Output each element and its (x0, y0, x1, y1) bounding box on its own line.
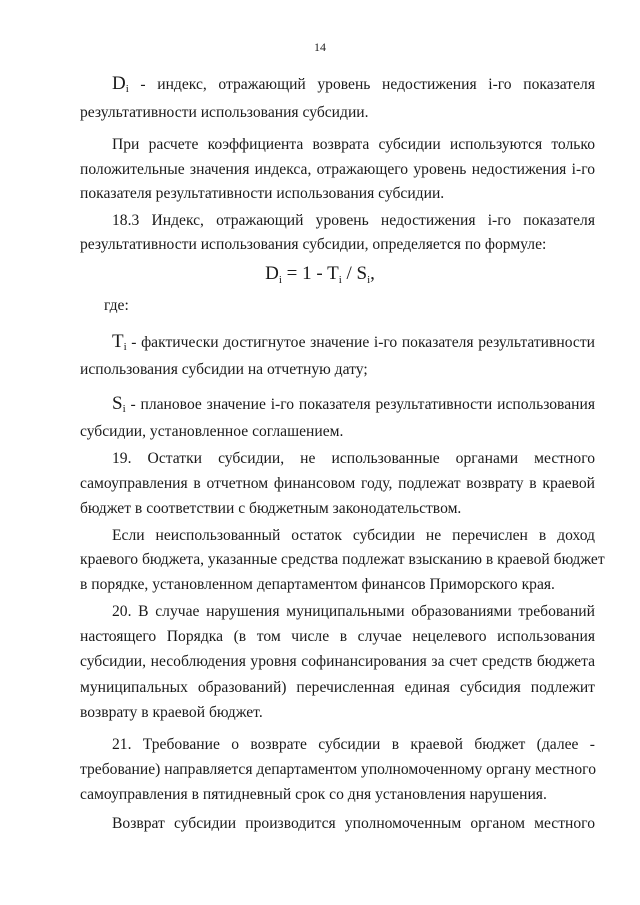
paragraph-line: показателя результативности использования субсидии. (80, 185, 445, 202)
paragraph-line: в порядке, установленном департаментом финансов Приморского края. (80, 576, 555, 593)
paragraph-line: самоуправления в пятидневный срок со дня установления нарушения. (80, 786, 547, 803)
paragraph-line: субсидии, установленное соглашением. (80, 423, 344, 440)
symbol-d: D (112, 73, 126, 94)
paragraph-line: требование) направляется департаментом уполномоченному органу местного (80, 761, 596, 778)
paragraph-line: краевого бюджета, указанные средства подлежат взысканию в краевой бюджет (80, 551, 605, 568)
line-text: - плановое значение i-го показателя результативности использования (125, 396, 595, 413)
formula-eq: = 1 - (281, 263, 328, 284)
paragraph-line: Если неиспользованный остаток субсидии не перечислен в доход (112, 527, 595, 544)
formula-slash: / (341, 263, 357, 284)
paragraph-line: субсидии, несоблюдения уровня софинансирования за счет средств бюджета (80, 653, 595, 670)
formula-sub-i: i (338, 274, 342, 286)
symbol-s: S (112, 393, 123, 414)
paragraph-line: бюджет в соответствии с бюджетным законодательством. (80, 500, 462, 517)
formula-sub-i: i (367, 274, 371, 286)
formula-s: S (356, 263, 368, 284)
paragraph-line: самоуправления в отчетном финансовом году, подлежат возврату в краевой (80, 475, 595, 492)
paragraph-line: 18.3 Индекс, отражающий уровень недостижения i-го показателя (112, 212, 595, 229)
definition-t (112, 333, 595, 353)
definition-d (112, 75, 595, 95)
page-number: 14 (314, 40, 326, 54)
paragraph-line: использования субсидии на отчетную дату; (80, 361, 368, 378)
paragraph-line: результативности использования субсидии, определяется по формуле: (80, 236, 547, 253)
paragraph-line: возврату в краевой бюджет. (80, 704, 263, 721)
paragraph-line: настоящего Порядка (в том числе в случае нецелевого использования (80, 628, 595, 645)
paragraph-line: где: (104, 297, 129, 314)
paragraph-line: муниципальных образований) перечисленная единая субсидия подлежит (80, 679, 595, 696)
paragraph-line: 20. В случае нарушения муниципальными образованиями требований (112, 603, 595, 620)
definition-s (112, 395, 595, 415)
line-text: - фактически достигнутое значение i-го показателя результативности (126, 334, 595, 351)
line-text: - индекс, отражающий уровень недостижения i-го показателя (140, 76, 595, 93)
paragraph-line: результативности использования субсидии. (80, 104, 369, 121)
formula-t: T (327, 263, 339, 284)
subscript-i: i (123, 341, 127, 353)
subscript-i: i (125, 83, 129, 95)
formula-d: D (265, 263, 279, 284)
subscript-i: i (122, 403, 126, 415)
symbol-t: T (112, 331, 124, 352)
paragraph-line: 19. Остатки субсидии, не использованные органами местного (112, 450, 595, 467)
formula (0, 262, 640, 288)
formula-sub-i: i (278, 274, 282, 286)
formula-tail: , (370, 263, 375, 284)
paragraph-line: При расчете коэффициента возврата субсидии используются только (112, 136, 595, 153)
paragraph-line: 21. Требование о возврате субсидии в краевой бюджет (далее - (112, 736, 595, 753)
paragraph-line: положительные значения индекса, отражающего уровень недостижения i-го (80, 161, 595, 178)
paragraph-line: Возврат субсидии производится уполномоченным органом местного (112, 815, 595, 832)
